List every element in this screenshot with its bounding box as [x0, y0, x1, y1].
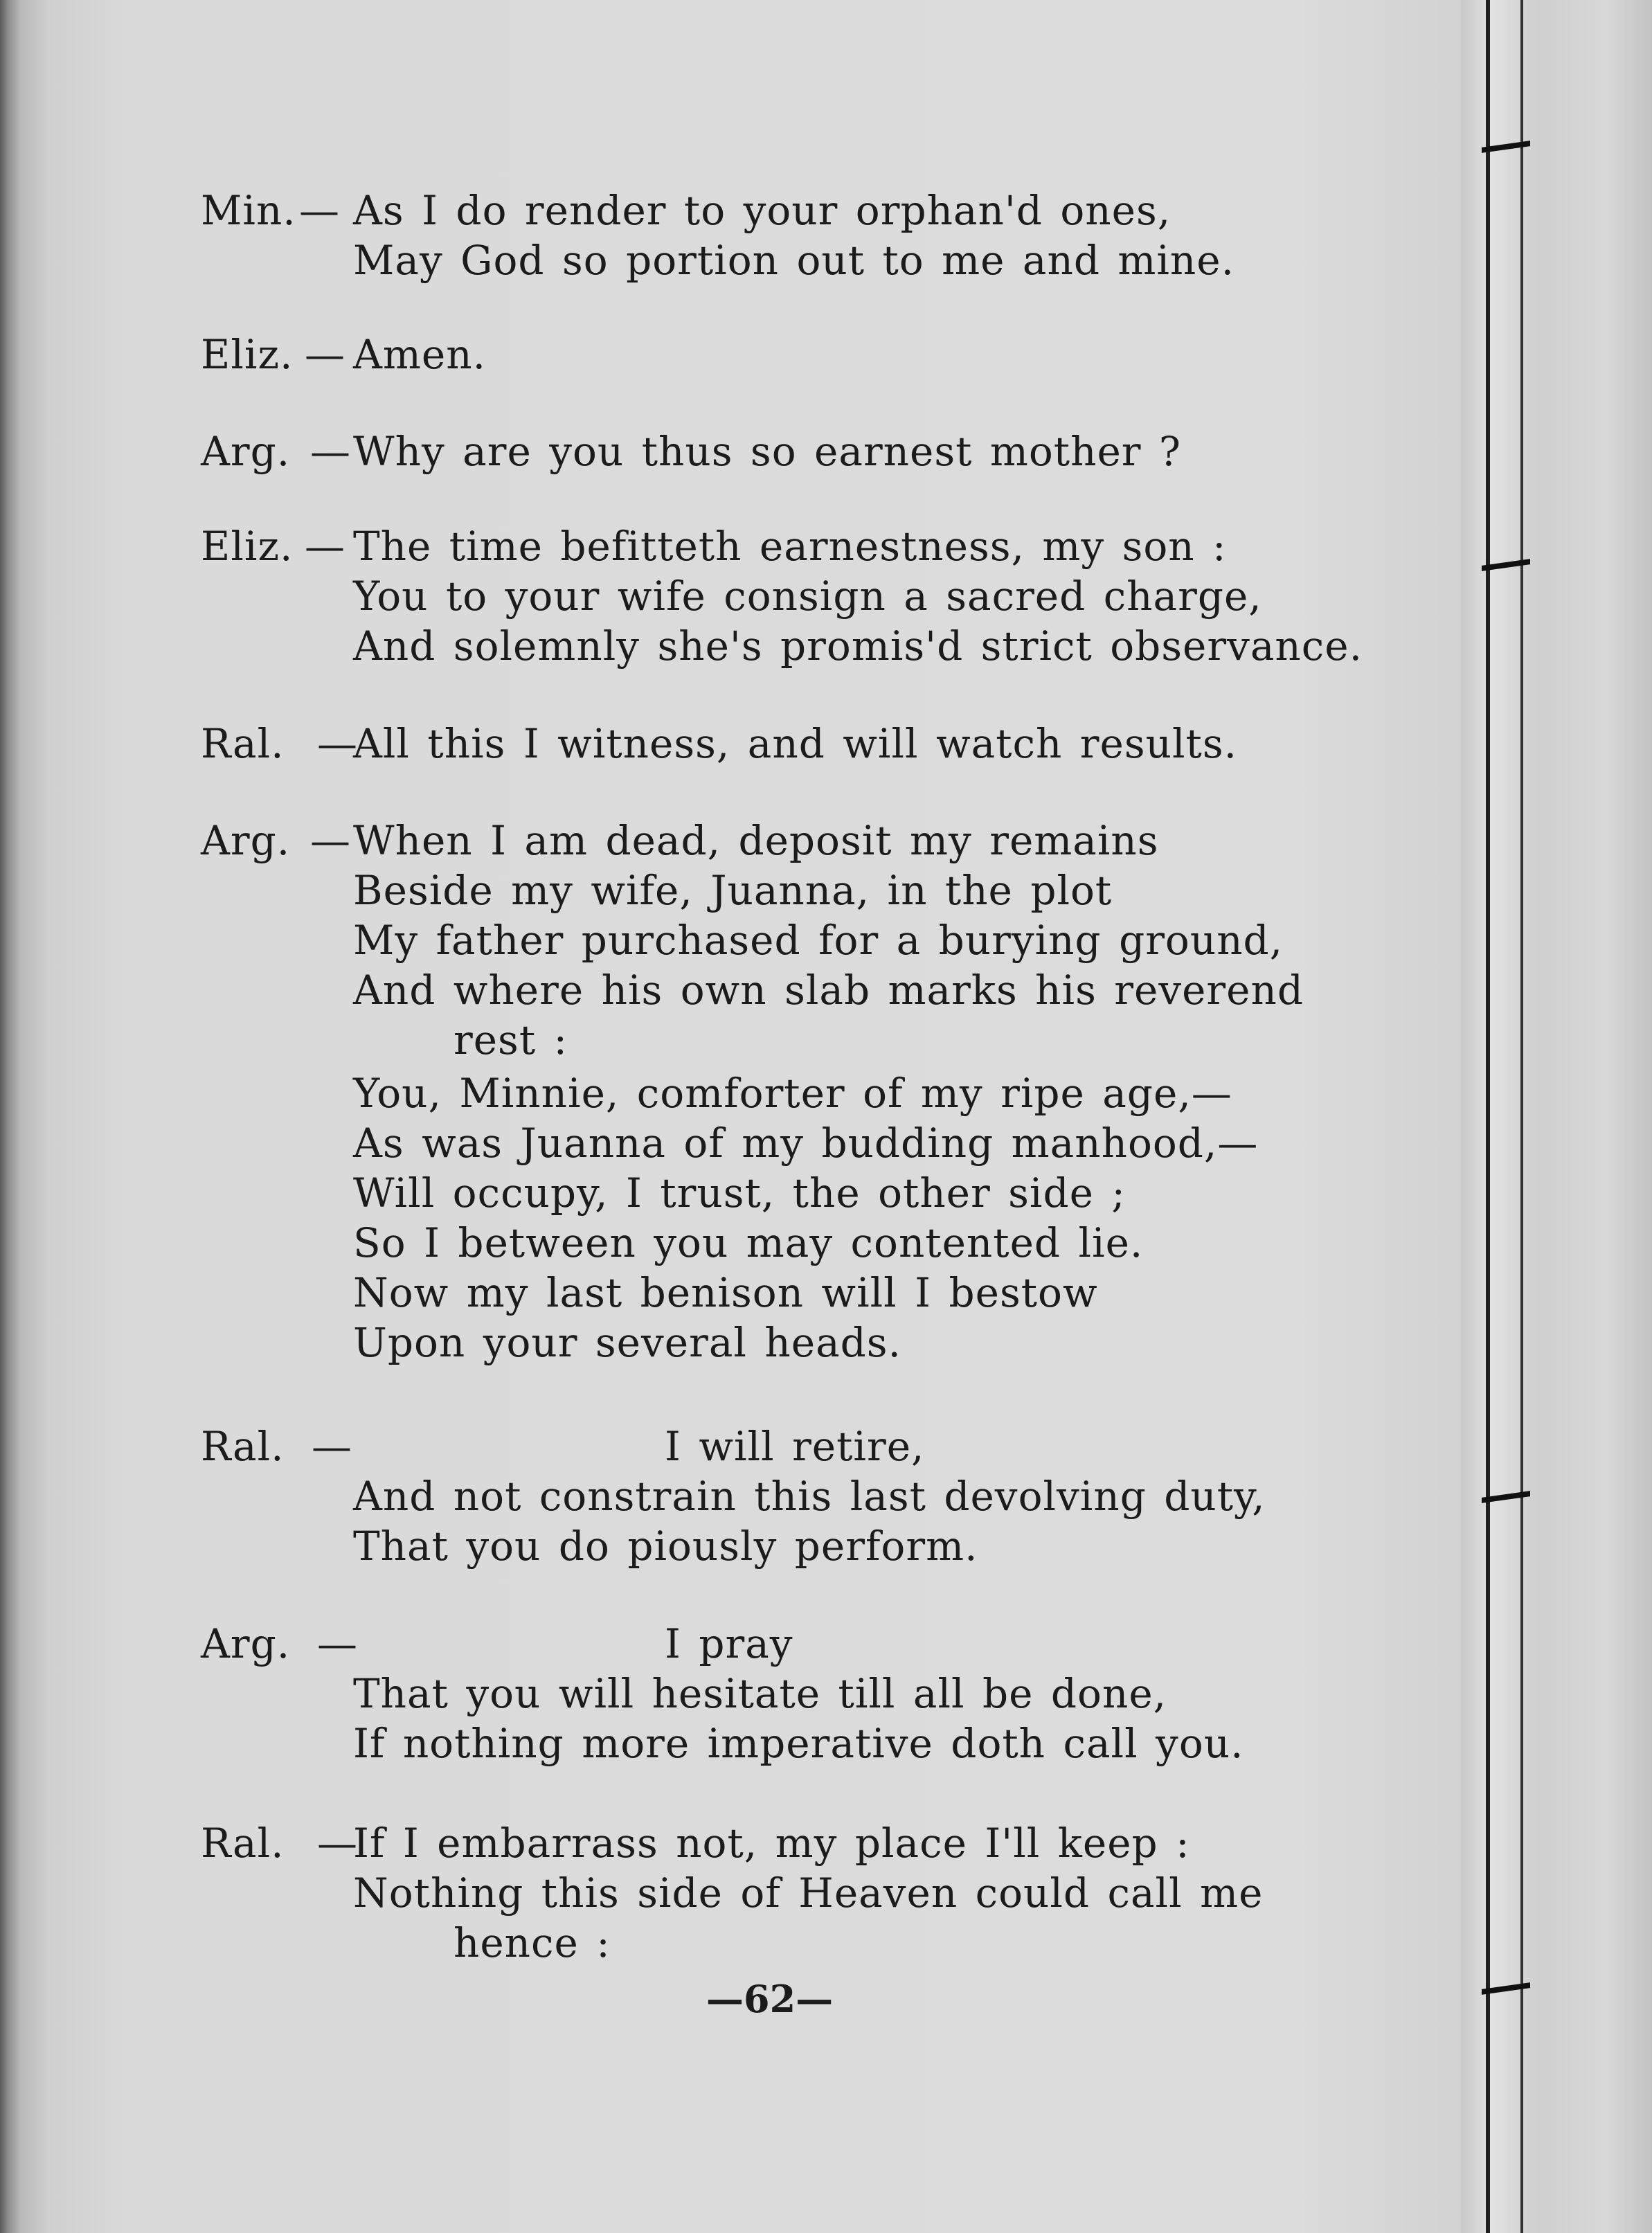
verse-line-continuation: hence : — [454, 1919, 611, 1966]
speaker-label: Arg. — [201, 428, 291, 475]
verse-line: If nothing more imperative doth call you. — [353, 1720, 1244, 1767]
verse-line: And not constrain this last devolving duty, — [353, 1473, 1266, 1520]
verse-line-continuation: rest : — [454, 1016, 568, 1064]
verse-line: May God so portion out to me and mine. — [353, 237, 1235, 284]
binding-line — [1486, 0, 1490, 2233]
speaker-dash: — — [305, 331, 345, 378]
verse-line: All this I witness, and will watch results. — [353, 720, 1238, 767]
verse-line: When I am dead, deposit my remains — [353, 817, 1159, 864]
verse-line: That you will hesitate till all be done, — [353, 1670, 1167, 1717]
speaker-dash: — — [317, 720, 358, 767]
speaker-label: Eliz. — [201, 331, 294, 378]
verse-line: I pray — [665, 1620, 793, 1667]
verse-line: As was Juanna of my budding manhood,— — [353, 1120, 1259, 1167]
verse-line: You, Minnie, comforter of my ripe age,— — [353, 1070, 1232, 1117]
page-number: —62— — [706, 1977, 834, 2021]
verse-line: If I embarrass not, my place I'll keep : — [353, 1820, 1190, 1867]
verse-line: My father purchased for a burying ground, — [353, 917, 1284, 964]
speaker-dash: — — [317, 1620, 358, 1667]
facing-page-edge — [1537, 0, 1652, 2233]
speaker-label: Arg. — [201, 817, 291, 864]
speaker-label: Eliz. — [201, 523, 294, 570]
binding-line-secondary — [1520, 0, 1523, 2233]
verse-line: Amen. — [353, 331, 486, 378]
speaker-dash: — — [299, 187, 340, 234]
verse-line: And solemnly she's promis'd strict observance. — [353, 622, 1363, 670]
verse-line: Why are you thus so earnest mother ? — [353, 428, 1182, 475]
verse-line: I will retire, — [665, 1423, 925, 1470]
verse-line: Now my last benison will I bestow — [353, 1269, 1098, 1316]
verse-line: So I between you may contented lie. — [353, 1219, 1144, 1266]
book-gutter — [1461, 0, 1537, 2233]
verse-line: That you do piously perform. — [353, 1523, 978, 1570]
speaker-label: Ral. — [201, 1820, 285, 1867]
speaker-dash: — — [305, 523, 345, 570]
speaker-label: Arg. — [201, 1620, 291, 1667]
verse-line: Will occupy, I trust, the other side ; — [353, 1169, 1126, 1217]
book-left-edge — [0, 0, 48, 2233]
verse-line: As I do render to your orphan'd ones, — [353, 187, 1171, 234]
verse-line: Nothing this side of Heaven could call me — [353, 1869, 1264, 1917]
speaker-dash: — — [317, 1820, 358, 1867]
verse-line: The time befitteth earnestness, my son : — [353, 523, 1227, 570]
speaker-dash: — — [312, 1423, 352, 1470]
speaker-dash: — — [310, 817, 351, 864]
speaker-dash: — — [310, 428, 351, 475]
verse-line: Beside my wife, Juanna, in the plot — [353, 867, 1113, 914]
speaker-label: Ral. — [201, 1423, 285, 1470]
verse-line: And where his own slab marks his reverend — [353, 967, 1304, 1014]
verse-line: Upon your several heads. — [353, 1319, 901, 1366]
speaker-label: Ral. — [201, 720, 285, 767]
verse-line: You to your wife consign a sacred charge, — [353, 573, 1262, 620]
speaker-label: Min. — [201, 187, 296, 234]
